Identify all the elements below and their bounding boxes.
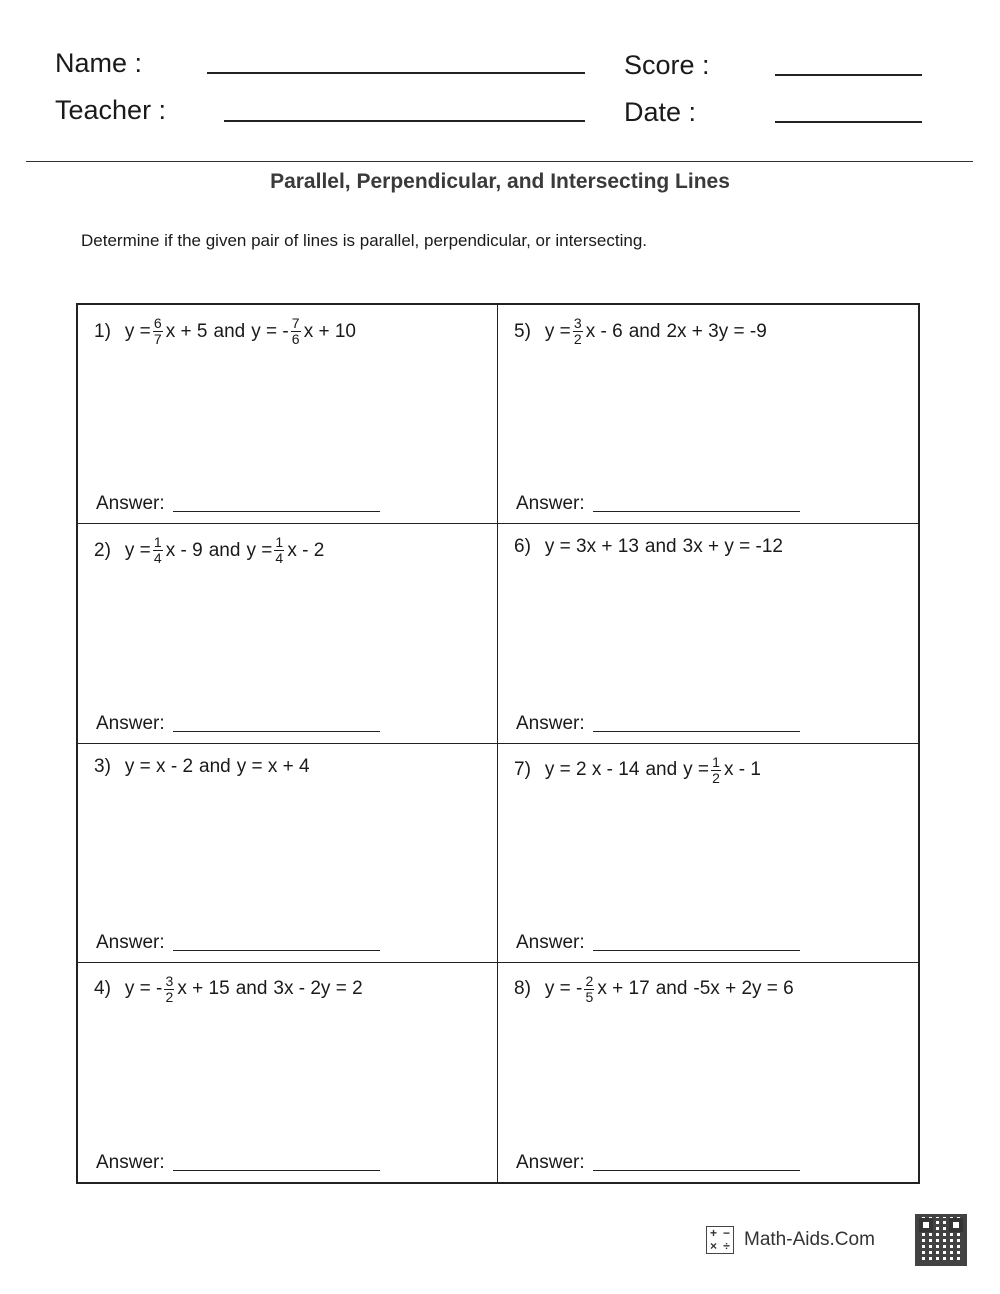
date-field[interactable]	[775, 121, 922, 123]
equation-text: y = 2 x - 14	[544, 759, 640, 780]
problem-number: 6)	[514, 536, 531, 558]
calculator-icon	[706, 1226, 734, 1254]
denominator: 2	[165, 988, 174, 1005]
numerator: 3	[165, 972, 174, 989]
teacher-label: Teacher :	[55, 95, 167, 125]
equation-text: y = -	[251, 320, 289, 342]
answer-label: Answer:	[96, 931, 165, 953]
answer-label: Answer:	[516, 712, 585, 734]
problem-cell	[498, 524, 918, 743]
equation-text: and	[628, 320, 661, 342]
site-name: Math-Aids.Com	[744, 1229, 875, 1250]
problem-number: 8)	[514, 978, 531, 1000]
score-label: Score :	[624, 50, 710, 80]
fraction	[153, 536, 163, 565]
fraction	[153, 317, 163, 346]
problem-number: 3)	[94, 755, 111, 777]
denominator: 4	[275, 550, 284, 567]
equation-text: x - 2	[287, 539, 325, 561]
problem-statement	[514, 972, 794, 1005]
answer-field[interactable]	[173, 510, 380, 512]
answer-field[interactable]	[593, 949, 800, 951]
numerator: 1	[712, 753, 720, 770]
logo-glyph: −	[722, 1226, 730, 1240]
denominator: 2	[573, 331, 582, 347]
problem-grid	[76, 303, 920, 1184]
problem-statement	[514, 536, 783, 558]
problem-cell	[498, 305, 918, 524]
problem-number: 7)	[514, 759, 531, 780]
answer-row	[96, 493, 380, 515]
equation-text: x - 6	[585, 320, 623, 342]
name-label: Name :	[55, 48, 143, 78]
equation-text: and	[235, 978, 268, 1000]
answer-row	[516, 1152, 800, 1174]
answer-field[interactable]	[173, 730, 380, 732]
logo-glyph: ×	[709, 1239, 717, 1253]
answer-row	[516, 713, 800, 735]
equation-text: and	[644, 536, 677, 558]
equation-text: 3x + y = -12	[682, 536, 783, 558]
fraction	[291, 317, 301, 346]
equation-text: y =	[246, 539, 273, 561]
numerator: 6	[153, 315, 162, 331]
problem-cell	[78, 744, 498, 963]
equation-text: y = -	[544, 978, 583, 1000]
equation-text: x - 9	[165, 539, 203, 561]
equation-text: 3x - 2y = 2	[273, 978, 363, 1000]
equation-text: y =	[124, 320, 151, 342]
problem-statement	[94, 756, 310, 778]
answer-field[interactable]	[173, 949, 380, 951]
problem-cell	[78, 524, 498, 743]
equation-text: and	[208, 539, 241, 561]
header-divider	[26, 161, 973, 162]
denominator: 7	[153, 331, 162, 347]
problem-statement	[514, 753, 761, 786]
fraction	[274, 536, 284, 565]
problem-number: 2)	[94, 539, 111, 561]
answer-row	[516, 932, 800, 954]
worksheet-title: Parallel, Perpendicular, and Intersecting Lines	[270, 170, 730, 193]
answer-row	[96, 1152, 380, 1174]
instructions: Determine if the given pair of lines is parallel, perpendicular, or intersecting.	[81, 231, 648, 250]
answer-label: Answer:	[516, 931, 585, 953]
equation-text: x + 17	[597, 978, 650, 1000]
answer-label: Answer:	[96, 712, 165, 734]
answer-field[interactable]	[173, 1169, 380, 1171]
answer-label: Answer:	[516, 493, 585, 515]
equation-text: x - 1	[724, 759, 761, 780]
numerator: 2	[585, 972, 594, 989]
numerator: 7	[291, 315, 300, 331]
equation-text: y =	[124, 539, 151, 561]
equation-text: 2x + 3y = -9	[666, 320, 767, 342]
problem-cell	[498, 963, 918, 1182]
answer-field[interactable]	[593, 510, 800, 512]
fraction	[711, 753, 721, 786]
answer-label: Answer:	[96, 493, 165, 515]
date-label: Date :	[624, 97, 697, 127]
numerator: 1	[275, 534, 284, 551]
equation-text: y =	[683, 759, 710, 780]
equation-text: x + 15	[177, 978, 230, 1000]
answer-row	[516, 493, 800, 515]
problem-statement	[94, 317, 356, 346]
answer-row	[96, 713, 380, 735]
score-field[interactable]	[775, 74, 922, 76]
teacher-field[interactable]	[224, 120, 585, 122]
logo-glyph: +	[709, 1226, 717, 1240]
fraction	[584, 972, 594, 1005]
equation-text: and	[199, 755, 231, 777]
denominator: 6	[291, 331, 300, 347]
equation-text: x + 5	[165, 320, 208, 342]
fraction	[164, 972, 174, 1005]
problem-number: 1)	[94, 320, 111, 342]
name-field[interactable]	[207, 72, 585, 74]
problem-statement	[514, 317, 767, 346]
equation-text: x + 10	[303, 320, 356, 342]
equation-text: and	[213, 320, 246, 342]
answer-row	[96, 932, 380, 954]
denominator: 2	[712, 769, 720, 786]
problem-statement	[94, 536, 324, 565]
problem-statement	[94, 972, 363, 1005]
equation-text: y = x - 2	[124, 755, 194, 777]
fraction	[573, 317, 583, 346]
qr-code-icon	[915, 1214, 967, 1266]
equation-text: -5x + 2y = 6	[693, 978, 794, 1000]
equation-text: y = x + 4	[236, 755, 310, 777]
problem-number: 5)	[514, 320, 531, 342]
equation-text: y = 3x + 13	[544, 536, 639, 558]
denominator: 5	[585, 988, 594, 1005]
answer-label: Answer:	[96, 1152, 165, 1173]
answer-label: Answer:	[516, 1152, 585, 1173]
equation-text: y = -	[124, 978, 163, 1000]
numerator: 3	[573, 315, 582, 331]
problem-cell	[78, 305, 498, 524]
denominator: 4	[153, 550, 162, 567]
problem-number: 4)	[94, 978, 111, 1000]
problem-cell	[498, 744, 918, 963]
numerator: 1	[153, 534, 162, 551]
equation-text: and	[655, 978, 688, 1000]
equation-text: and	[645, 759, 678, 780]
equation-text: y =	[544, 320, 571, 342]
footer-brand	[706, 1226, 875, 1254]
problem-cell	[78, 963, 498, 1182]
answer-field[interactable]	[593, 1169, 800, 1171]
logo-glyph: ÷	[723, 1239, 730, 1253]
answer-field[interactable]	[593, 730, 800, 732]
